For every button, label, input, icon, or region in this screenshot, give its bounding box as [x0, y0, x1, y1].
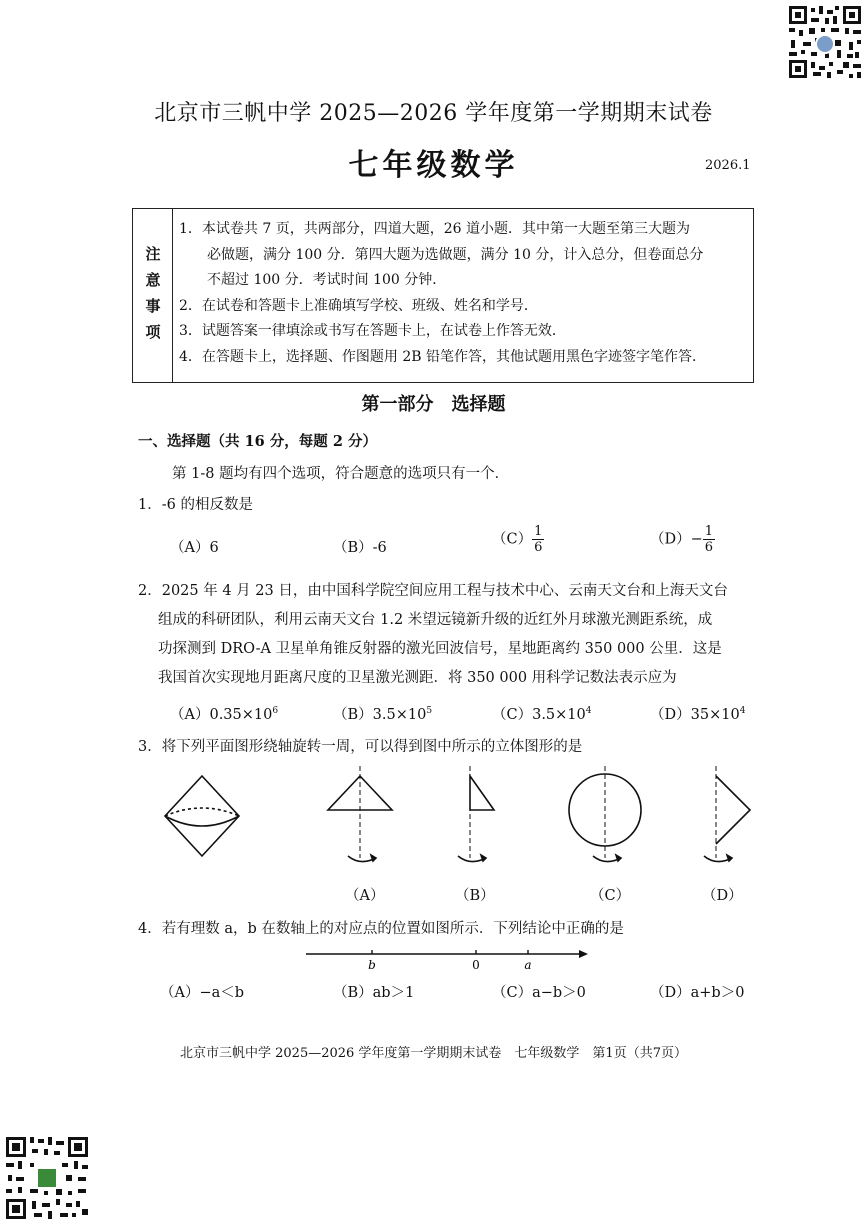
q2-option-d-base: （D）35×10 — [650, 707, 740, 723]
q2-option-c — [492, 703, 592, 724]
q1-stem: 1．-6 的相反数是 — [138, 497, 253, 513]
q3-figures — [150, 758, 770, 878]
q1-option-d — [650, 524, 715, 555]
number-line-label-a: a — [524, 958, 532, 972]
q2-option-c-exponent: 4 — [585, 706, 592, 717]
q1-option-d-label: （D）− — [650, 531, 703, 548]
q2-option-a-exponent: 6 — [272, 706, 279, 717]
fraction — [532, 524, 544, 555]
q2-option-d-exponent: 4 — [739, 706, 746, 717]
figure-b — [458, 766, 494, 862]
q2-stem — [138, 577, 728, 693]
notice-box — [132, 208, 754, 383]
exam-date: 2026.1 — [705, 158, 751, 173]
fraction-denominator: 6 — [534, 540, 543, 555]
notice-line: 3．试题答案一律填涂或书写在答题卡上，在试卷上作答无效． — [179, 323, 566, 339]
q1-option-a: （A）6 — [170, 540, 219, 556]
q4-option-b: （B）ab＞1 — [333, 985, 415, 1001]
q4-option-c: （C）a−b＞0 — [492, 985, 586, 1001]
q1-option-c-label: （C） — [492, 531, 533, 548]
notice-line: 2．在试卷和答题卡上准确填写学校、班级、姓名和学号． — [179, 297, 538, 314]
exam-subtitle: 七年级数学 — [348, 148, 519, 183]
q3-label-d: （D） — [702, 888, 743, 904]
q4-option-d: （D）a+b＞0 — [650, 985, 745, 1001]
q2-line: 功探测到 DRO-A 卫星单角锥反射器的激光回波信号，星地距离约 350 000 公里．这是 — [158, 641, 722, 657]
figure-a — [328, 766, 392, 862]
notice-line: 4．在答题卡上，选择题、作图题用 2B 铅笔作答，其他试题用黑色字迹签字笔作答． — [179, 348, 707, 365]
q3-label-a: （A） — [345, 888, 385, 904]
qr-code-bottom-left — [4, 1135, 90, 1221]
notice-heading-char: 事 — [145, 297, 161, 315]
q2-option-b — [333, 703, 432, 724]
number-line-label-b: b — [368, 958, 376, 972]
q4-option-a: （A）−a＜b — [160, 985, 245, 1001]
q3-label-c: （C） — [590, 888, 631, 904]
q2-option-d — [650, 703, 745, 724]
q2-line: 我国首次实现地月距离尺度的卫星激光测距．将 350 000 用科学记数法表示应为 — [158, 670, 677, 686]
q1-option-b: （B）-6 — [333, 540, 387, 556]
q4-stem: 4．若有理数 a，b 在数轴上的对应点的位置如图所示．下列结论中正确的是 — [138, 921, 624, 937]
figure-d — [704, 766, 750, 862]
notice-heading-char: 注 — [145, 245, 161, 263]
q2-option-b-exponent: 5 — [426, 706, 433, 717]
fraction-numerator: 1 — [534, 524, 543, 539]
q1-option-c — [492, 524, 544, 555]
fraction — [703, 524, 715, 555]
q2-option-b-base: （B）3.5×10 — [333, 707, 427, 723]
notice-line: 1．本试卷共 7 页，共两部分，四道大题，26 道小题．其中第一大题至第三大题为 — [179, 221, 690, 237]
notice-heading-char: 项 — [145, 323, 161, 341]
exam-title: 北京市三帆中学 2025—2026 学年度第一学期期末试卷 — [154, 101, 713, 126]
q3-label-b: （B） — [455, 888, 495, 904]
qr-code-top-right — [787, 4, 863, 80]
number-line-label-zero: 0 — [472, 958, 480, 972]
part1-instruction: 第 1-8 题均有四个选项，符合题意的选项只有一个． — [172, 466, 510, 482]
q2-line: 2．2025 年 4 月 23 日，由中国科学院空间应用工程与技术中心、云南天文台和上海天文台 — [138, 583, 728, 599]
number-line — [300, 942, 590, 976]
notice-body — [179, 217, 751, 370]
part1-heading: 一、选择题（共 16 分，每题 2 分） — [138, 433, 377, 450]
q3-stem: 3．将下列平面图形绕轴旋转一周，可以得到图中所示的立体图形的是 — [138, 739, 583, 755]
notice-heading-char: 意 — [145, 271, 161, 289]
notice-line: 必做题，满分 100 分．第四大题为选做题，满分 10 分，计入总分，但卷面总分 — [207, 246, 704, 263]
q2-line: 组成的科研团队，利用云南天文台 1.2 米望远镜新升级的近红外月球激光测距系统，成 — [158, 612, 713, 628]
figure-c — [569, 766, 641, 862]
page-footer: 北京市三帆中学 2025—2026 学年度第一学期期末试卷 七年级数学 第1页（共7页） — [180, 1046, 687, 1061]
double-cone-figure — [165, 776, 239, 856]
q2-option-a — [170, 703, 278, 724]
notice-line: 不超过 100 分．考试时间 100 分钟． — [207, 272, 447, 288]
fraction-denominator: 6 — [704, 540, 714, 555]
q2-option-a-base: （A）0.35×10 — [170, 707, 273, 723]
notice-heading — [133, 209, 173, 382]
fraction-numerator: 1 — [704, 524, 714, 539]
section-title: 第一部分 选择题 — [361, 394, 506, 415]
q2-option-c-base: （C）3.5×10 — [492, 707, 586, 723]
